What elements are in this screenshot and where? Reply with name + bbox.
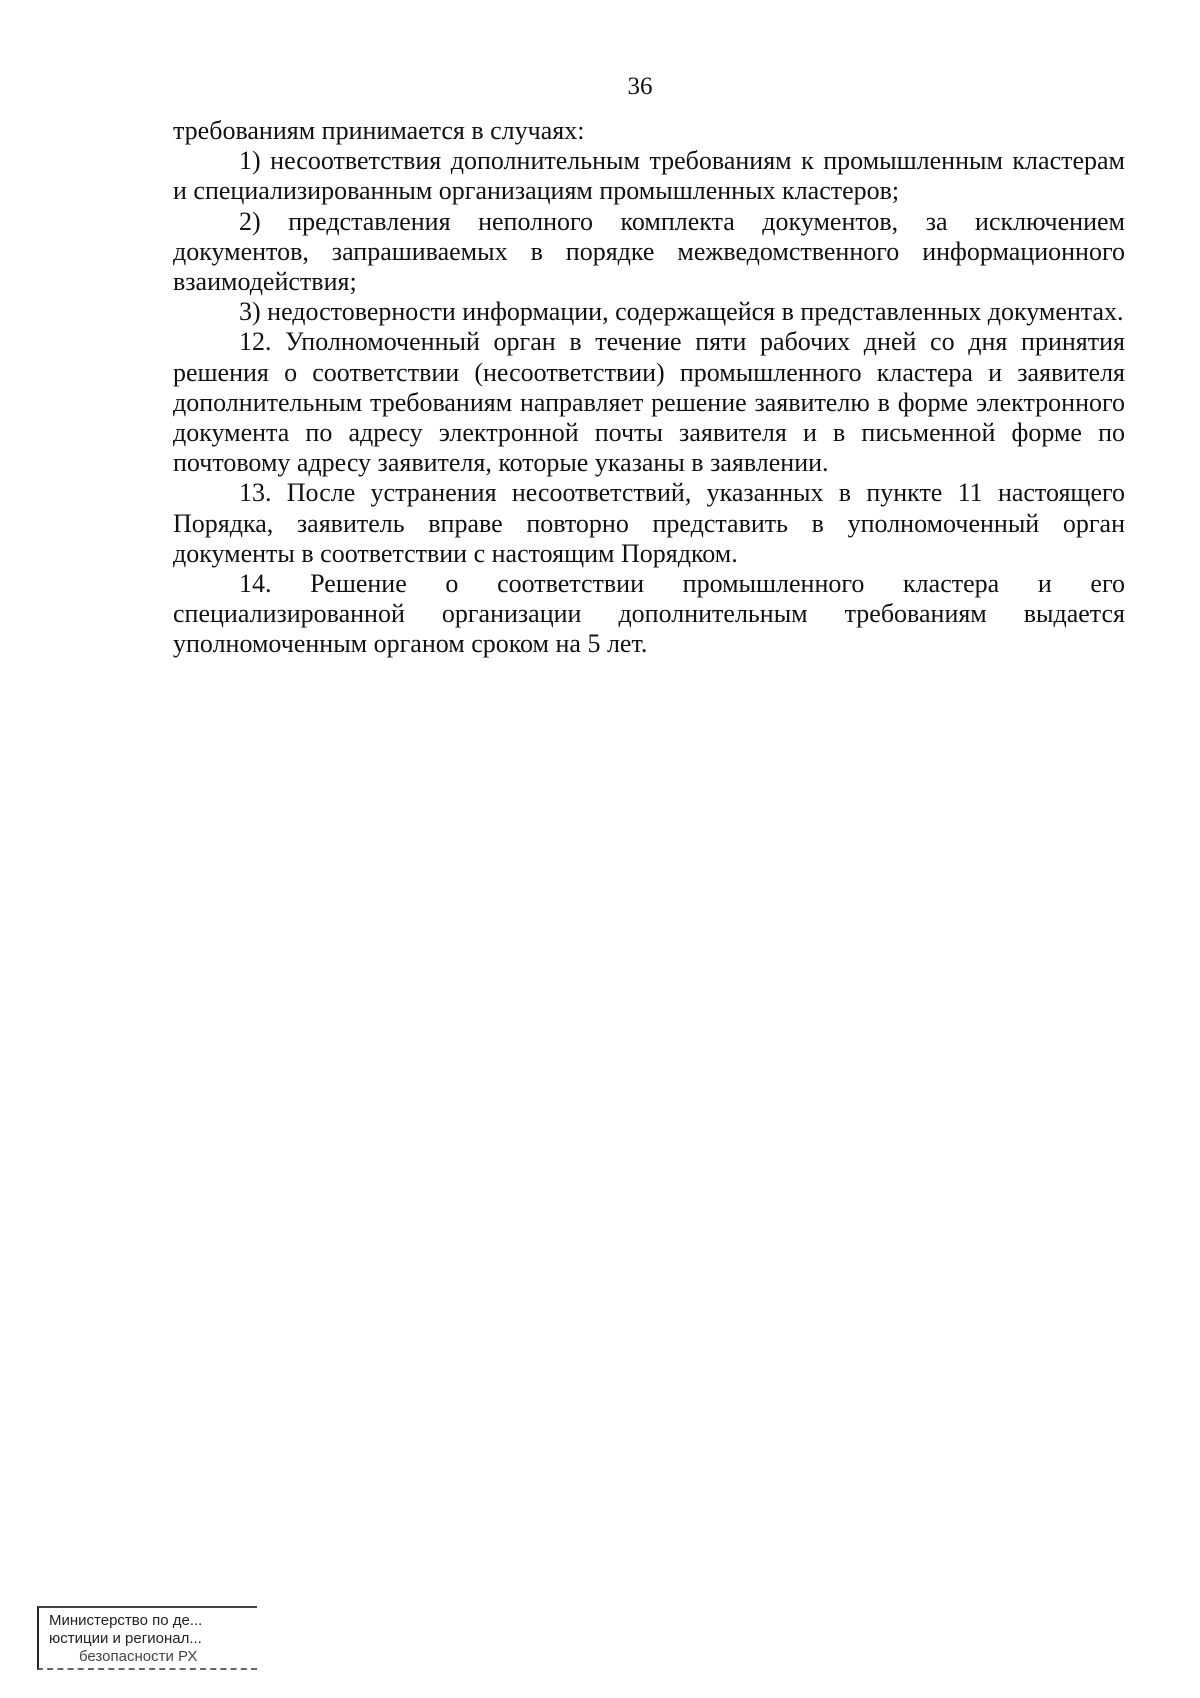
- paragraph-item-3: 3) недостоверности информации, содержащейся в представленных документах.: [239, 297, 1124, 327]
- page-number: 36: [627, 73, 653, 100]
- stamp-line-3: безопасности РХ: [79, 1648, 198, 1665]
- stamp-line-2: юстиции и регионал...: [49, 1630, 202, 1647]
- paragraph-item-1: 1) несоответствия дополнительным требованиям к промышленным кластерам и специализированным организациям промышленных кластеров;: [173, 146, 1125, 206]
- paragraph-12: 12. Уполномоченный орган в течение пяти рабочих дней со дня принятия решения о соответствии (несоответствии) промышленного кластера и заявителя дополнительным требованиям направляет решение заявителю в форме электронного документа по адресу электронной почты заявителя и в письменной форме по почтовому адресу заявителя, которые указаны в заявлении.: [173, 327, 1125, 478]
- stamp-line-1: Министерство по де...: [49, 1612, 203, 1629]
- paragraph-item-2: 2) представления неполного комплекта документов, за исключением документов, запрашиваемых в порядке межведомственного информационного взаимодействия;: [173, 206, 1125, 297]
- ministry-stamp: [37, 1606, 257, 1670]
- paragraph-13: 13. После устранения несоответствий, указанных в пункте 11 настоящего Порядка, заявитель вправе повторно представить в уполномоченный орган документы в соответствии с настоящим Порядком.: [173, 478, 1125, 568]
- document-body: [173, 116, 1125, 660]
- paragraph-intro: требованиям принимается в случаях:: [173, 116, 585, 145]
- paragraph-14: 14. Решение о соответствии промышленного кластера и его специализированной организации дополнительным требованиям выдается уполномоченным органом сроком на 5 лет.: [173, 569, 1125, 659]
